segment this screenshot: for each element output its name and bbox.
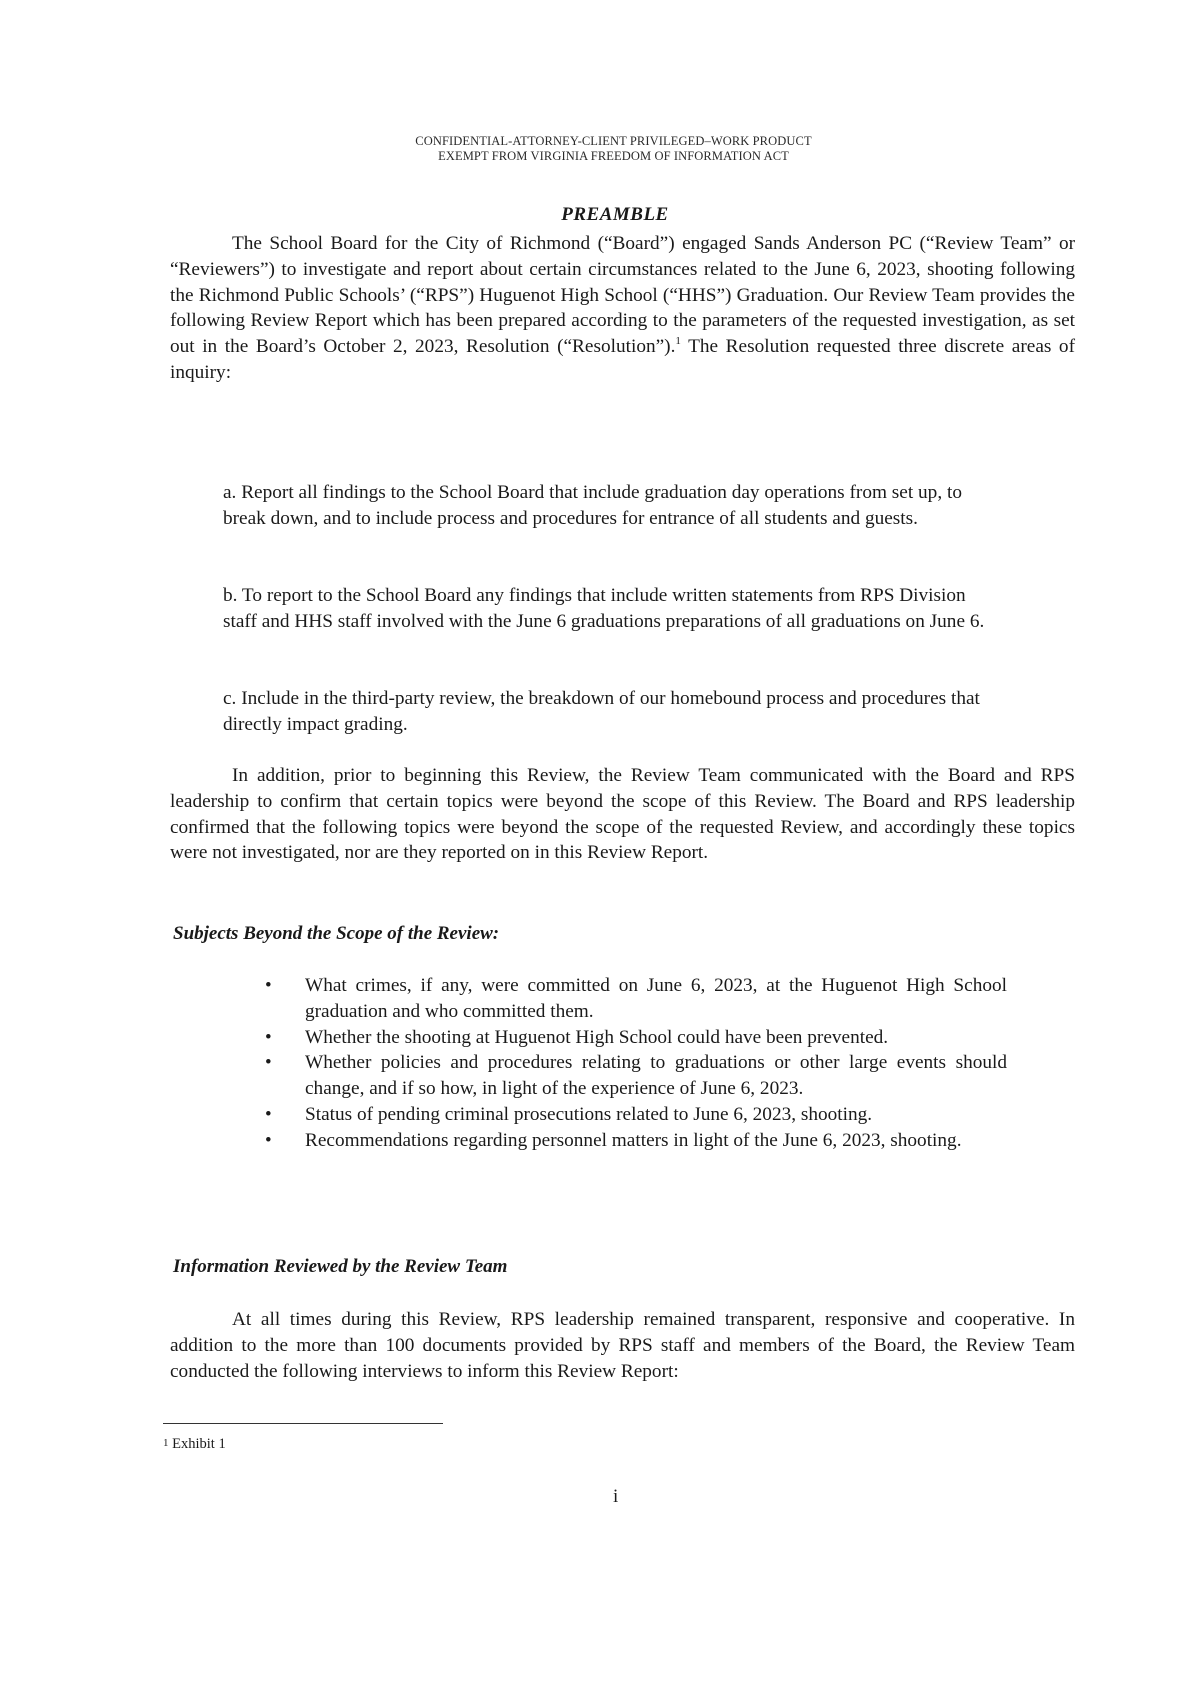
scope-paragraph: In addition, prior to beginning this Review, the Review Team communicated with the Board and RPS leadership to confirm that certain topics were beyond the scope of this Review. The Board and RPS leadership confirmed that the following topics were beyond the scope of the requested Review, and accordingly these topics were not investigated, nor are they reported on in this Review Report.	[170, 765, 1075, 864]
intro-tail: The Resolution requested three discrete areas of inquiry:	[170, 336, 1075, 383]
scope-bullet: • Recommendations regarding personnel matters in light of the June 6, 2023, shooting.	[277, 1128, 1007, 1154]
scope-bullet: • Whether the shooting at Huguenot High School could have been prevented.	[277, 1025, 1007, 1051]
scope-heading: Subjects Beyond the Scope of the Review:	[173, 923, 500, 944]
confidentiality-line-2: EXEMPT FROM VIRGINIA FREEDOM OF INFORMATION ACT	[438, 149, 789, 163]
footnote	[163, 1436, 226, 1453]
scope-bullet: • Whether policies and procedures relating to graduations or other large events should change, and if so how, in light of the experience of June 6, 2023.	[277, 1050, 1007, 1102]
inquiry-item-a: a. Report all findings to the School Board that include graduation day operations from set up, to break down, and to include process and procedures for entrance of all students and guests.	[223, 482, 962, 529]
inquiry-item-c: c. Include in the third-party review, the breakdown of our homebound process and procedures that directly impact grading.	[223, 688, 980, 735]
info-heading: Information Reviewed by the Review Team	[173, 1256, 508, 1277]
footnote-number: 1	[163, 1437, 169, 1449]
footnote-ref: 1	[675, 335, 681, 348]
footnote-divider	[163, 1423, 443, 1424]
scope-bullet: • What crimes, if any, were committed on June 6, 2023, at the Huguenot High School graduation and who committed them.	[277, 973, 1007, 1025]
confidentiality-line-1: CONFIDENTIAL-ATTORNEY-CLIENT PRIVILEGED–WORK PRODUCT	[415, 134, 812, 148]
confidentiality-notice	[0, 134, 1200, 164]
intro-text: The School Board for the City of Richmond (“Board”) engaged Sands Anderson PC (“Review Team” or “Reviewers”) to investigate and report about certain circumstances related to the June 6, 2023, shooting following the Richmond Public Schools’ (“RPS”) Huguenot High School (“HHS”) Graduation. Our Review Team provides the following Review Report which has been prepared according to the parameters of the requested investigation, as set out in the Board’s October 2, 2023, Resolution (“Resolution”).	[170, 233, 1075, 358]
info-paragraph: At all times during this Review, RPS leadership remained transparent, responsive and cooperative. In addition to the more than 100 documents provided by RPS staff and members of the Board, the Review Team conducted the following interviews to inform this Review Report:	[170, 1309, 1075, 1382]
inquiry-item-b: b. To report to the School Board any findings that include written statements from RPS Division staff and HHS staff involved with the June 6 graduations preparations of all graduations on June 6.	[223, 585, 985, 632]
footnote-text: Exhibit 1	[172, 1436, 226, 1452]
page-title: PREAMBLE	[561, 204, 669, 225]
scope-bullet-list	[277, 973, 1007, 1154]
intro-paragraph	[170, 231, 1075, 386]
page-number: i	[613, 1486, 619, 1507]
scope-bullet: • Status of pending criminal prosecutions related to June 6, 2023, shooting.	[277, 1102, 1007, 1128]
